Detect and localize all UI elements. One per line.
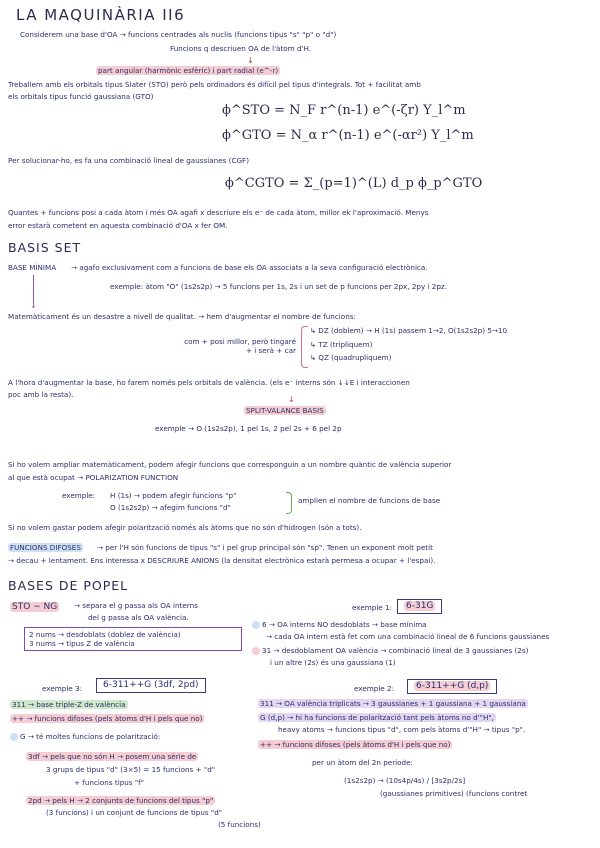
bullet — [252, 647, 260, 655]
intro-line-3 — [96, 66, 280, 75]
down-arrow-icon: ↓ — [288, 395, 295, 404]
example-2-line-6: (1s2s2p) → (10s4p/4s) / [3s2p/2s] — [344, 776, 466, 785]
example-3-line-4: 3df → pels que no són H → posem una sèrie de — [28, 752, 197, 761]
diffuse-line-1: → per l'H són funcions de tipus "s" i pel grup principal són "sp". Tenen un exponent molt petit — [97, 543, 433, 552]
split-valence-example: exemple → O (1s2s2p), 1 pel 1s, 2 pel 2s + 6 pel 2p — [155, 424, 342, 433]
solve-line-2: Quantes + funcions posi a cada àtom i més OA agafi x descriure els e⁻ de cada àtom, millor ek l'aproximació. Menys — [8, 208, 429, 217]
example-2-line-3: heavy atoms → funcions tipus "d", com pels àtoms d'"H" → tipus "p". — [278, 725, 526, 734]
example-2-label: exemple 2: — [354, 684, 395, 693]
example-1-line-3: 31 → desdoblament OA valència → combinació lineal de 3 gaussianes (2s) — [252, 646, 528, 655]
example-1-line-1: 6 → OA interns NO desdoblats → base mínima — [252, 620, 427, 629]
example-2-line-7: (gaussianes primitives) (funcions contret — [380, 789, 528, 798]
base-minima-label: BASE MÍNIMA — [8, 263, 57, 272]
solve-line-1: Per solucionar-ho, es fa una combinació lineal de gaussianes (CGF) — [8, 156, 249, 165]
example-3-line-6: + funcions tipus "f" — [74, 778, 144, 787]
nums-box-line-2: 3 nums → tipus Z de valència — [29, 639, 135, 648]
polarization-line-2: al que està ocupat → POLARIZATION FUNCTION — [8, 473, 179, 482]
sto-ng-label: STO − NG — [12, 602, 58, 612]
base-minima-text: → agafo exclusivament com a funcions de base els OA associats a la seva configuració electrònica. — [71, 263, 428, 272]
example-3-label: exemple 3: — [42, 684, 83, 693]
intro-line-1: Considerem una base d'OA → funcions centrades als nuclis (funcions tipus "s" "p" o "d") — [20, 30, 337, 39]
polarization-example-label: exemple: — [62, 491, 96, 500]
example-3-line-1: 311 → base triple-Z de valència — [12, 700, 126, 709]
section-basis-set: BASIS SET — [8, 240, 82, 255]
polarization-side-note: amplien el nombre de funcions de base — [298, 496, 441, 505]
example-2-value: 6-311++G (d,p) — [407, 679, 497, 694]
example-2-line-4: ++ → funcions difoses (pels àtoms d'H i pels que no) — [260, 740, 451, 749]
bullet — [10, 733, 18, 741]
sto-ng-text-2: del g passa als OA valència. — [88, 613, 189, 622]
improve-line-1: Matemàticament és un desastre a nivell de qualitat. → hem d'augmentar el nombre de funcions: — [8, 312, 356, 321]
example-3-line-9: (5 funcions) — [218, 820, 261, 829]
intro-line-4: Treballem amb els orbitals tipus Slater (STO) però pels ordinadors és difícil pel tipus d'integrals. Tot + facilitat amb — [8, 80, 421, 89]
improve-side-note: com + posi millor, però tingaré + i serà + car — [184, 337, 296, 355]
polarization-line-1: Si ho volem ampliar matemàticament, podem afegir funcions que corresponguin a un nombre quàntic de valència superior — [8, 460, 452, 469]
example-3-line-3: G → té moltes funcions de polarització: — [10, 732, 160, 741]
example-3-line-2: ++ → funcions difoses (pels àtoms d'H i pels que no) — [12, 714, 203, 723]
brace — [301, 326, 308, 368]
bullet — [252, 621, 260, 629]
formula-cgto: ϕ^CGTO = Σ_(p=1)^(L) d_p ϕ_p^GTO — [225, 176, 483, 191]
down-arrow-icon: ↓ — [247, 56, 254, 65]
valence-line-2: poc amb la resta). — [8, 390, 74, 399]
example-1-line-2: → cada OA intern està fet com una combinació lineal de 6 funcions gaussianes — [266, 632, 550, 641]
example-2-line-1: 311 → OA valència triplicats → 3 gaussianes + 1 gaussiana + 1 gaussiana — [260, 699, 526, 708]
polarization-example-2: O (1s2s2p) → afegim funcions "d" — [110, 503, 231, 512]
split-valence-label: SPLIT-VALANCE BASIS — [246, 406, 324, 415]
diffuse-label: FUNCIONS DIFOSES — [10, 543, 81, 552]
polarization-line-3: Si no volem gastar podem afegir polarització només als àtoms que no són d'hidrogen (són a tots). — [8, 523, 362, 532]
sto-ng-text-1: → separa el g passa als OA interns — [74, 601, 198, 610]
down-arrow-icon: ↓ — [30, 301, 37, 310]
formula-sto: ϕ^STO = N_F r^(n-1) e^(-ζr) Y_l^m — [222, 103, 466, 118]
intro-line-5: els orbitals tipus funció gaussiana (GTO) — [8, 92, 154, 101]
example-2-line-5: per un àtom del 2n període: — [312, 758, 413, 767]
polarization-example-1: H (1s) → podem afegir funcions "p" — [110, 491, 237, 500]
example-2-line-2: G (d,p) → hi ha funcions de polarització tant pels àtoms no d'"H", — [260, 713, 494, 722]
part-angular-label: part angular (harmònic esfèric) i part radial (e^-r) — [98, 66, 279, 75]
example-1-value: 6-31G — [397, 599, 442, 614]
tz-line: ↳ TZ (tripliquem) — [310, 340, 373, 349]
qz-line: ↳ QZ (quadrupliquem) — [310, 353, 392, 362]
highlight — [310, 310, 456, 320]
intro-line-2: Funcions q descriuen OA de l'àtom d'H. — [170, 44, 312, 53]
example-3-line-7: 2pd → pels H → 2 conjunts de funcions del tipus "p" — [28, 796, 214, 805]
base-minima-example: exemple: àtom "O" (1s2s2p) → 5 funcions per 1s, 2s i un set de p funcions per 2px, 2py i 2pz. — [110, 282, 447, 291]
page-title: LA MAQUINÀRIA II6 — [16, 6, 186, 24]
nums-box-line-1: 2 nums → desdoblats (doblez de valència) — [29, 630, 181, 639]
solve-line-3: error estarà cometent en aquesta combinació d'OA x fer OM. — [8, 221, 228, 230]
nums-box — [24, 627, 242, 651]
valence-line-1: A l'hora d'augmentar la base, ho farem només pels orbitals de valència. (els e⁻ interns són ↓↓E i interaccionen — [8, 378, 410, 387]
example-3-line-5: 3 grups de tipus "d" (3×5) = 15 funcions + "d" — [46, 765, 216, 774]
formula-gto: ϕ^GTO = N_α r^(n-1) e^(-αr²) Y_l^m — [222, 128, 474, 143]
diffuse-line-2: → decau + lentament. Ens interessa x DESCRIURE ANIONS (la densitat electrònica estarà permesa a ocupar + l'espai). — [8, 556, 436, 565]
section-bases-popel: BASES DE POPEL — [8, 578, 129, 593]
example-3-value: 6-311++G (3df, 2pd) — [96, 678, 206, 693]
example-3-line-8: (3 funcions) i un conjunt de funcions de tipus "d" — [46, 808, 223, 817]
dz-line: ↳ DZ (doblem) → H (1s) passem 1→2, O(1s2s2p) 5→10 — [310, 326, 508, 335]
brace — [286, 492, 292, 514]
example-1-line-4: i un altre (2s) és una gaussiana (1) — [270, 658, 396, 667]
example-1-label: exemple 1: — [352, 603, 393, 612]
